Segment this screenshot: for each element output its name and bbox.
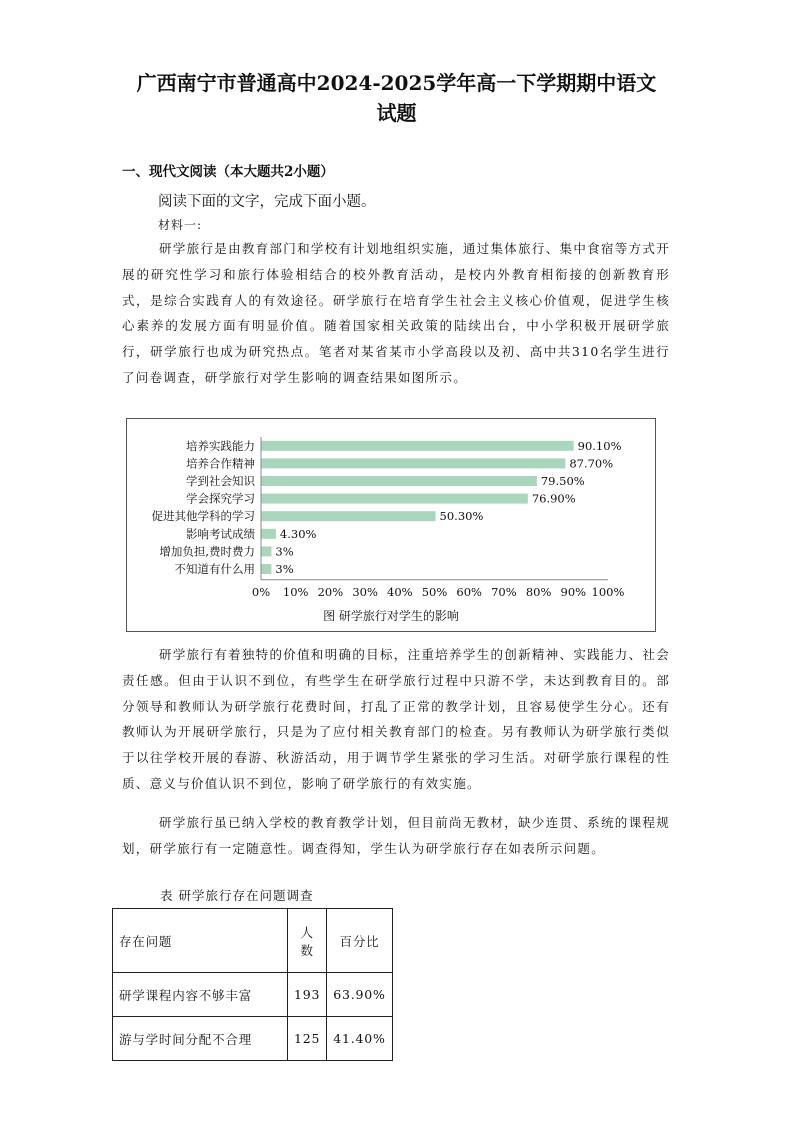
table-cell: 41.40% (327, 1017, 392, 1061)
value-label: 3% (275, 544, 294, 559)
bar (261, 494, 528, 504)
category-label: 培养合作精神 (186, 456, 255, 471)
table-cell: 63.90% (327, 973, 392, 1017)
x-tick-label: 30% (352, 584, 378, 599)
table-cell: 游与学时间分配不合理 (113, 1017, 288, 1061)
value-label: 76.90% (531, 491, 576, 506)
bar-chart (126, 418, 656, 632)
title-line-1: 广西南宁市普通高中2024-2025学年高一下学期期中语文 (136, 71, 657, 95)
value-label: 4.30% (279, 526, 317, 541)
table-header-cell: 百分比 (327, 909, 392, 973)
category-label: 不知道有什么用 (174, 562, 255, 576)
paragraph-2-text: 研学旅行有着独特的价值和明确的目标，注重培养学生的创新精神、实践能力、社会责任感。但由于认识不到位，有些学生在研学旅行过程中只游不学，未达到教育目的。部分领导和教师认为研学旅行花费时间，打乱了正常的教学计划，且容易使学生分心。还有教师认为开展研学旅行，只是为了应付相关教育部门的检查。另有教师认为研学旅行类似于以往学校开展的春游、秋游活动，用于调节学生紧张的学习生活。对研学旅行课程的性质、意义与价值认识不到位，影响了研学旅行的有效实施。 (122, 647, 670, 791)
x-tick-label: 0% (251, 584, 271, 599)
paragraph-1 (122, 236, 670, 391)
table-header-cell: 存在问题 (113, 909, 288, 973)
x-tick-label: 70% (491, 584, 517, 599)
value-label: 79.50% (540, 474, 585, 488)
chart-caption: 图 研学旅行对学生的影响 (323, 609, 459, 623)
paragraph-2 (122, 642, 670, 797)
table-cell: 193 (288, 973, 327, 1017)
x-tick-label: 100% (591, 584, 625, 599)
bar (261, 564, 271, 574)
bar (261, 441, 574, 451)
x-tick-label: 50% (421, 584, 448, 599)
bar (261, 546, 271, 556)
table-header-row (113, 909, 393, 973)
bar (261, 476, 537, 486)
title-line-2: 试题 (376, 101, 417, 125)
paragraph-3-text: 研学旅行虽已纳入学校的教育教学计划，但目前尚无教材，缺少连贯、系统的课程规划，研学旅行有一定随意性。调查得知，学生认为研学旅行存在如表所示问题。 (122, 815, 670, 856)
problem-table (112, 908, 393, 1061)
value-label: 3% (275, 562, 294, 576)
table-cell: 研学课程内容不够丰富 (113, 973, 288, 1017)
table-row (113, 973, 393, 1017)
instruction-text: 阅读下面的文字，完成下面小题。 (158, 194, 376, 210)
table-header-cell: 人数 (288, 909, 327, 973)
document-title (60, 68, 733, 128)
category-label: 学会探究学习 (186, 491, 255, 506)
x-tick-label: 80% (525, 584, 552, 599)
category-label: 促进其他学科的学习 (151, 509, 255, 524)
x-tick-label: 90% (560, 584, 587, 599)
bar (261, 529, 276, 539)
category-label: 学到社会知识 (186, 474, 255, 488)
value-label: 50.30% (439, 509, 484, 524)
x-tick-label: 10% (282, 584, 309, 599)
paragraph-3 (122, 810, 670, 862)
value-label: 90.10% (577, 438, 622, 453)
table-caption: 表 研学旅行存在问题调查 (160, 888, 314, 903)
category-label: 增加负担,费时费力 (159, 544, 255, 559)
category-label: 影响考试成绩 (186, 526, 255, 541)
x-tick-label: 60% (456, 584, 482, 599)
chart-svg (127, 419, 657, 633)
material-label: 材料一: (158, 218, 203, 232)
section-heading: 一、现代文阅读（本大题共2小题） (122, 164, 334, 180)
bar (261, 511, 436, 521)
x-tick-label: 20% (317, 584, 344, 599)
category-label: 培养实践能力 (186, 438, 255, 453)
value-label: 87.70% (569, 456, 614, 471)
paragraph-1-text: 研学旅行是由教育部门和学校有计划地组织实施，通过集体旅行、集中食宿等方式开展的研究性学习和旅行体验相结合的校外教育活动，是校内外教育相衔接的创新教育形式，是综合实践育人的有效途径。研学旅行在培育学生社会主义核心价值观，促进学生核心素养的发展方面有明显价值。随着国家相关政策的陆续出台，中小学积极开展研学旅行，研学旅行也成为研究热点。笔者对某省某市小学高段以及初、高中共310名学生进行了问卷调查，研学旅行对学生影响的调查结果如图所示。 (122, 241, 670, 385)
x-tick-label: 40% (387, 584, 413, 599)
table-row (113, 1017, 393, 1061)
table-cell: 125 (288, 1017, 327, 1061)
bar (261, 458, 565, 468)
